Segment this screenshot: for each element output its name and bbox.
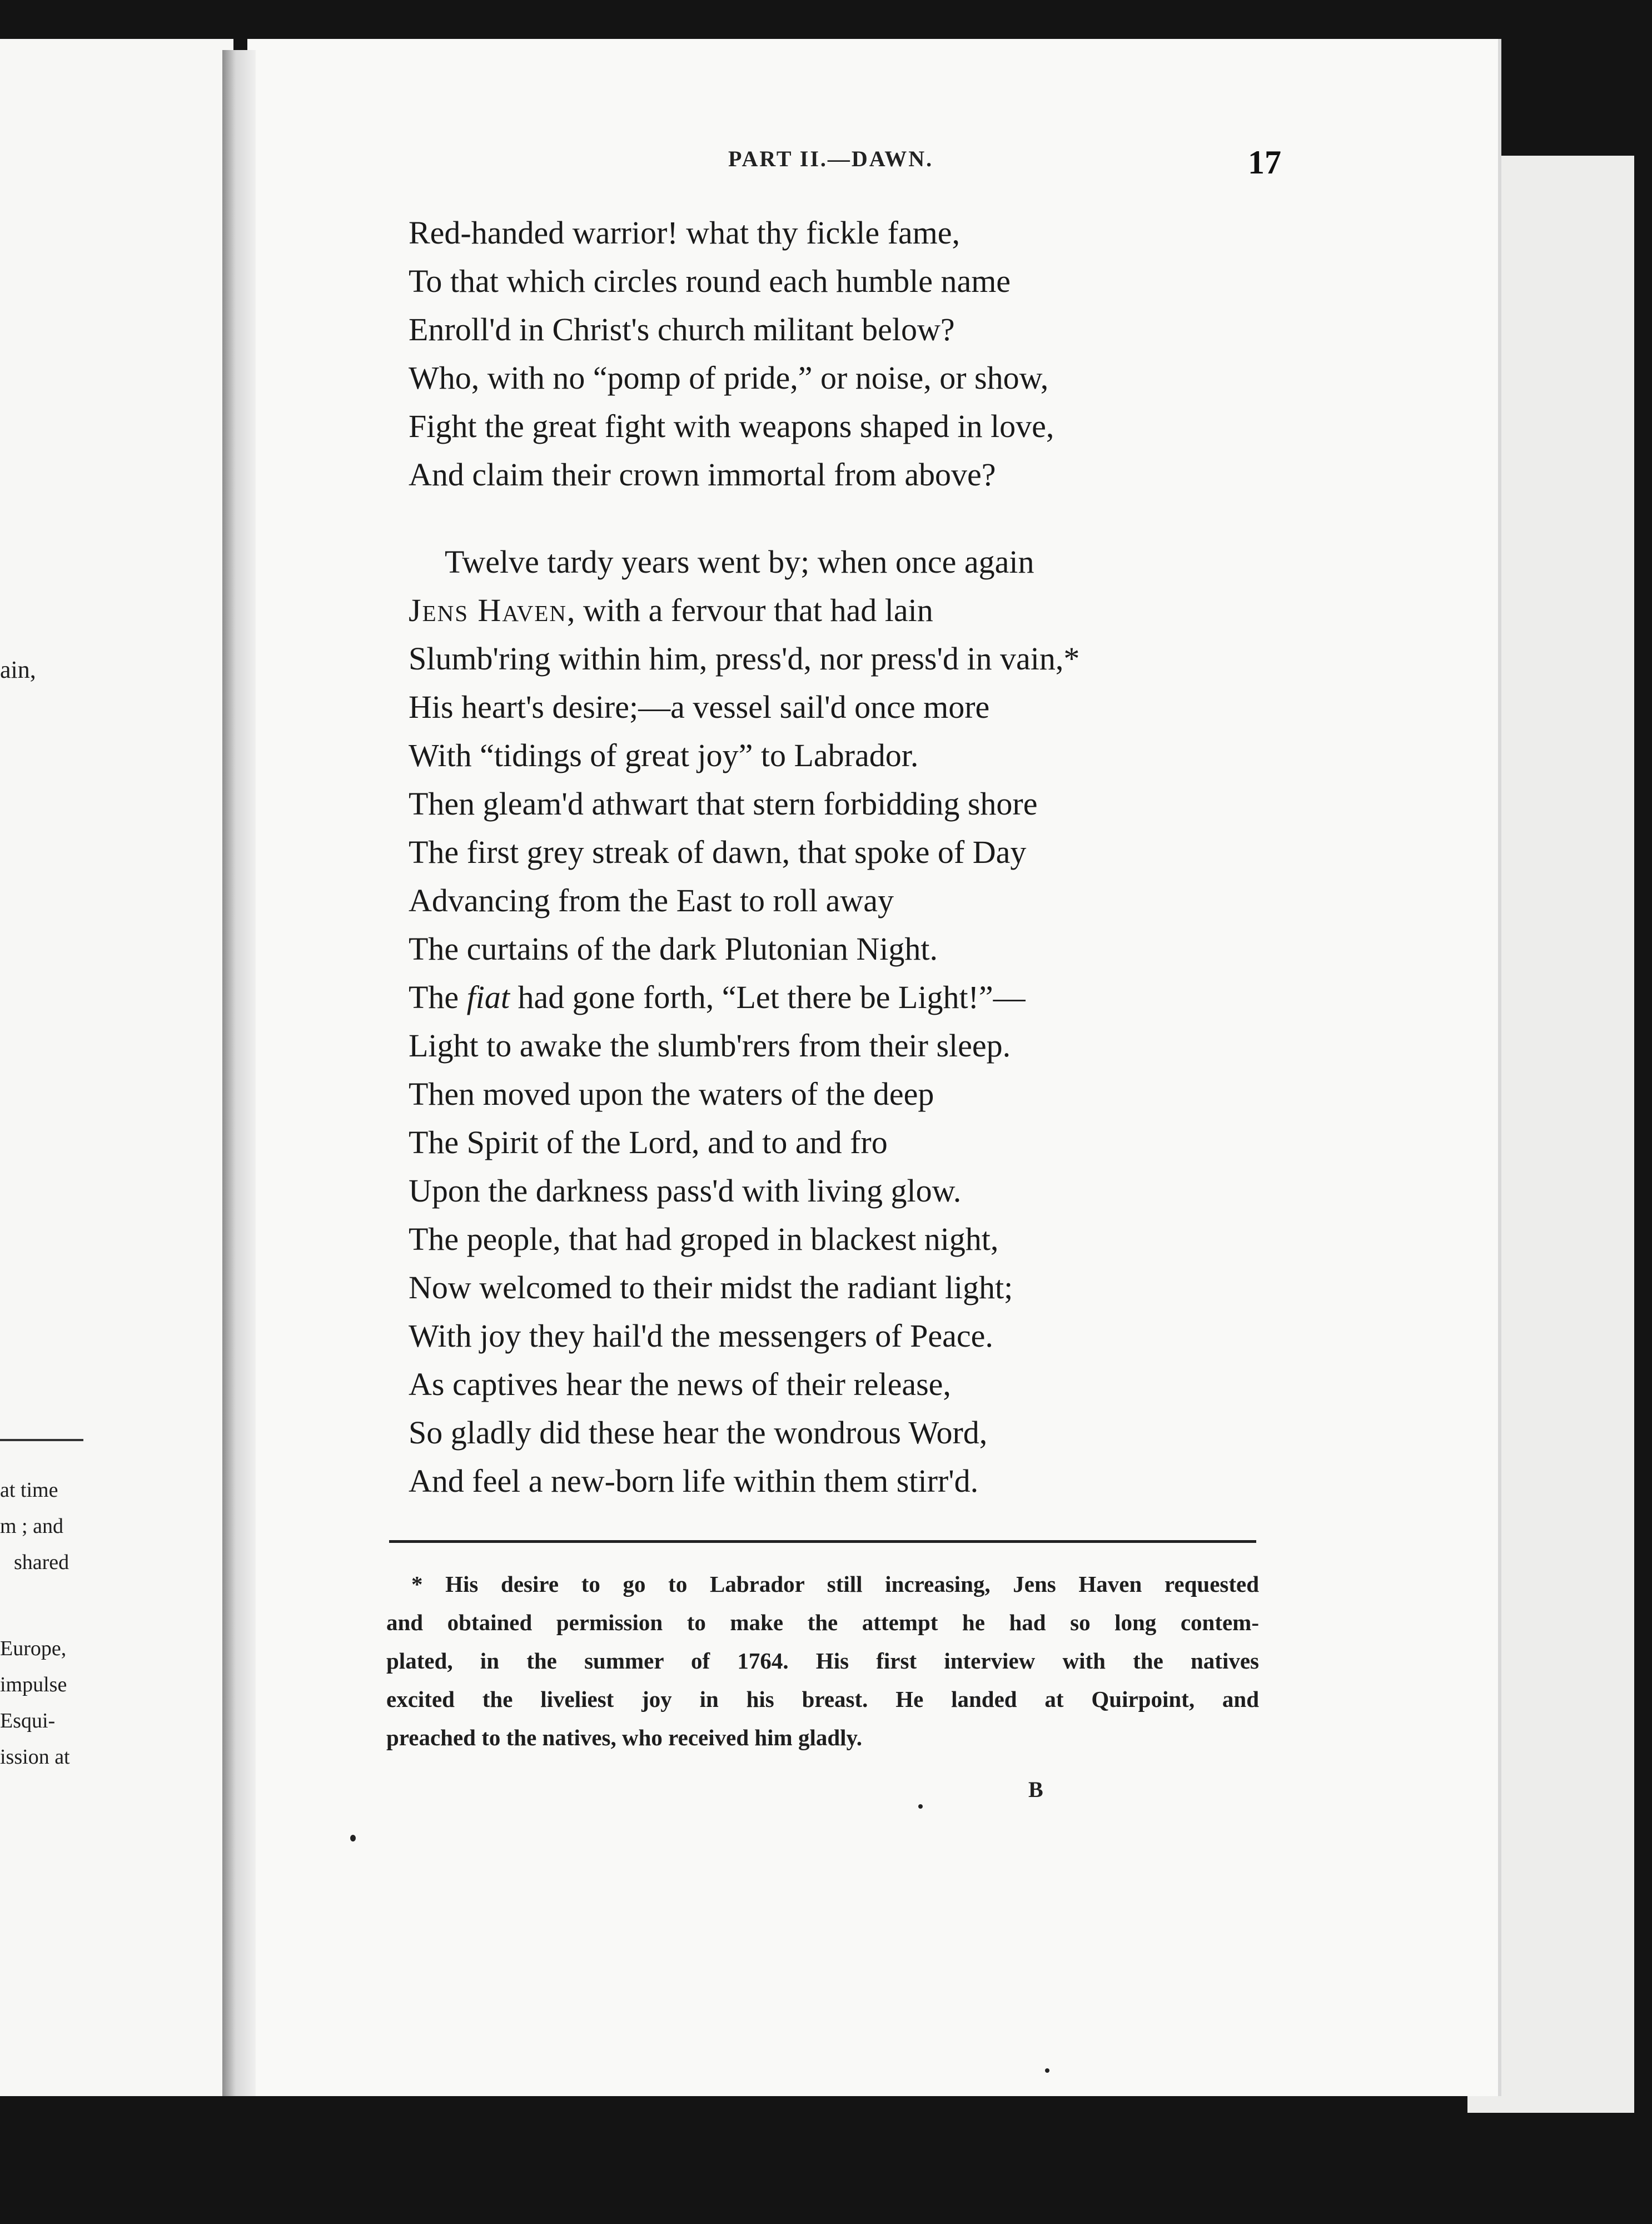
- page-number: 17: [1248, 144, 1281, 181]
- footnote: [386, 1565, 1259, 1757]
- italic-word: fiat: [466, 979, 510, 1015]
- verse-line: Slumb'ring within him, press'd, nor press'd in vain,*: [409, 641, 1080, 677]
- verse-line: To that which circles round each humble name: [409, 263, 1011, 299]
- verse-line: With joy they hail'd the messengers of Peace.: [409, 1318, 993, 1354]
- verse-line: Advancing from the East to roll away: [409, 882, 894, 919]
- verse-line: Now welcomed to their midst the radiant light;: [409, 1269, 1013, 1305]
- verse-line: Fight the great fight with weapons shaped in love,: [409, 408, 1054, 444]
- verse-line: Red-handed warrior! what thy fickle fame,: [409, 215, 961, 251]
- verse-line: Light to awake the slumb'rers from their sleep.: [409, 1027, 1011, 1064]
- ink-speck: [1045, 2068, 1049, 2073]
- person-name: Jens Haven: [409, 592, 567, 628]
- verse-text: had gone forth, “Let there be Light!”—: [510, 979, 1026, 1015]
- facing-footnote-rule: [0, 1439, 83, 1441]
- verse-line: Then gleam'd athwart that stern forbidding shore: [409, 786, 1038, 822]
- facing-page: [0, 39, 233, 2096]
- footnote-line: and obtained permission to make the attempt he had so long contem-: [386, 1610, 1259, 1635]
- ink-speck: [350, 1835, 356, 1841]
- book-gutter: [222, 50, 256, 2096]
- verse-line: Enroll'd in Christ's church militant below?: [409, 311, 955, 348]
- verse-line: So gladly did these hear the wondrous Word,: [409, 1414, 988, 1451]
- verse-line: His heart's desire;—a vessel sail'd once more: [409, 689, 990, 725]
- facing-page-fragment: shared: [14, 1551, 69, 1574]
- ink-speck: [918, 1804, 923, 1809]
- facing-page-fragment: at time: [0, 1478, 58, 1502]
- verse-line: [409, 586, 1298, 634]
- facing-page-fragment: impulse: [0, 1673, 67, 1696]
- verse-line: Upon the darkness pass'd with living glow.: [409, 1173, 962, 1209]
- verse-line: Then moved upon the waters of the deep: [409, 1076, 934, 1112]
- verse-line: And feel a new-born life within them stirr'd.: [409, 1463, 979, 1499]
- footnote-line: * His desire to go to Labrador still increasing, Jens Haven requested: [411, 1571, 1259, 1597]
- facing-page-fragment: ain,: [0, 656, 36, 683]
- stanza-break: [409, 499, 1298, 538]
- verse-line: Who, with no “pomp of pride,” or noise, or show,: [409, 360, 1049, 396]
- facing-page-fragment: m ; and: [0, 1515, 63, 1538]
- verse-text: The: [409, 979, 467, 1015]
- footnote-line: excited the liveliest joy in his breast. He landed at Quirpoint, and: [386, 1686, 1259, 1712]
- facing-page-fragment: Europe,: [0, 1637, 67, 1660]
- facing-page-fragment: ission at: [0, 1745, 70, 1769]
- verse-line: The people, that had groped in blackest night,: [409, 1221, 999, 1257]
- verse-line: With “tidings of great joy” to Labrador.: [409, 737, 919, 773]
- footnote-line: preached to the natives, who received him gladly.: [386, 1725, 863, 1750]
- verse-line: [409, 973, 1298, 1021]
- signature-mark: B: [1028, 1777, 1043, 1802]
- verse-text: , with a fervour that had lain: [567, 592, 933, 628]
- footnote-rule: [389, 1540, 1256, 1543]
- verse-line: The curtains of the dark Plutonian Night.: [409, 931, 938, 967]
- verse-line: The Spirit of the Lord, and to and fro: [409, 1124, 888, 1160]
- verse-line: The first grey streak of dawn, that spoke of Day: [409, 834, 1027, 870]
- verse-line: As captives hear the news of their release,: [409, 1366, 951, 1402]
- footnote-line: plated, in the summer of 1764. His first interview with the natives: [386, 1648, 1259, 1674]
- verse-line: And claim their crown immortal from above?: [409, 456, 996, 493]
- running-head: PART II.—DAWN.: [728, 146, 934, 171]
- verse-line: Twelve tardy years went by; when once again: [445, 544, 1034, 580]
- facing-page-fragment: Esqui-: [0, 1709, 56, 1732]
- poem: [409, 209, 1298, 1505]
